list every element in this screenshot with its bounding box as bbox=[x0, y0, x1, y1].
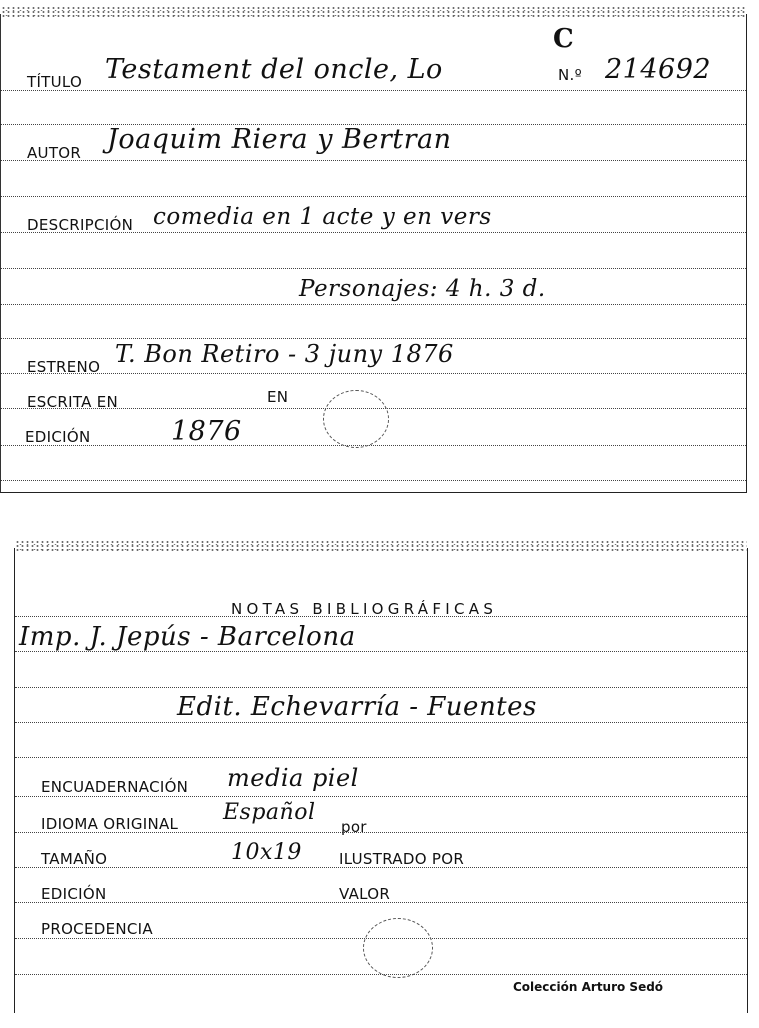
coleccion-label: Colección Arturo Sedó bbox=[513, 980, 664, 994]
ilustrado-label: ILUSTRADO POR bbox=[339, 850, 465, 868]
encuadernacion-label: ENCUADERNACIÓN bbox=[41, 778, 189, 796]
en-label: EN bbox=[267, 388, 289, 406]
dotted-rule bbox=[15, 796, 747, 797]
estreno-label: ESTRENO bbox=[27, 358, 101, 376]
perforated-edge bbox=[15, 540, 747, 552]
autor-label: AUTOR bbox=[27, 144, 82, 162]
idioma-label: IDIOMA ORIGINAL bbox=[41, 815, 179, 833]
catalog-card-front bbox=[0, 14, 747, 493]
notas-title: NOTAS BIBLIOGRÁFICAS bbox=[231, 600, 498, 618]
idioma-value: Español bbox=[223, 800, 316, 825]
edicion-value: 1876 bbox=[171, 416, 242, 447]
dotted-rule bbox=[1, 304, 746, 305]
back-edicion-label: EDICIÓN bbox=[41, 885, 107, 903]
por-label: por bbox=[341, 818, 367, 836]
titulo-label: TÍTULO bbox=[27, 73, 83, 91]
dotted-rule bbox=[15, 757, 747, 758]
dotted-rule bbox=[1, 160, 746, 161]
dotted-rule bbox=[1, 90, 746, 91]
dotted-rule bbox=[1, 268, 746, 269]
numero-mark: C bbox=[553, 24, 575, 54]
imprenta-value: Imp. J. Jepús - Barcelona bbox=[19, 622, 356, 652]
dotted-rule bbox=[1, 196, 746, 197]
escrita-label: ESCRITA EN bbox=[27, 393, 119, 411]
library-stamp bbox=[323, 390, 389, 448]
editor-value: Edit. Echevarría - Fuentes bbox=[177, 692, 537, 722]
estreno-value: T. Bon Retiro - 3 juny 1876 bbox=[115, 340, 454, 368]
dotted-rule bbox=[1, 445, 746, 446]
personajes-value: Personajes: 4 h. 3 d. bbox=[299, 276, 546, 302]
valor-label: VALOR bbox=[339, 885, 391, 903]
dotted-rule bbox=[15, 687, 747, 688]
edicion-label: EDICIÓN bbox=[25, 428, 91, 446]
descripcion-label: DESCRIPCIÓN bbox=[27, 216, 134, 234]
titulo-value: Testament del oncle, Lo bbox=[105, 54, 443, 85]
library-stamp bbox=[363, 918, 433, 978]
perforated-edge bbox=[1, 6, 746, 18]
tamano-label: TAMAÑO bbox=[41, 850, 108, 868]
dotted-rule bbox=[1, 373, 746, 374]
numero-label: N.º bbox=[558, 66, 582, 84]
encuadernacion-value: media piel bbox=[227, 764, 359, 792]
dotted-rule bbox=[1, 338, 746, 339]
autor-value: Joaquim Riera y Bertran bbox=[107, 124, 452, 155]
numero-value: 214692 bbox=[605, 54, 712, 85]
descripcion-value: comedia en 1 acte y en vers bbox=[153, 204, 492, 230]
procedencia-label: PROCEDENCIA bbox=[41, 920, 153, 938]
dotted-rule bbox=[15, 722, 747, 723]
catalog-card-back bbox=[14, 548, 748, 1013]
dotted-rule bbox=[1, 480, 746, 481]
tamano-value: 10x19 bbox=[231, 840, 302, 865]
